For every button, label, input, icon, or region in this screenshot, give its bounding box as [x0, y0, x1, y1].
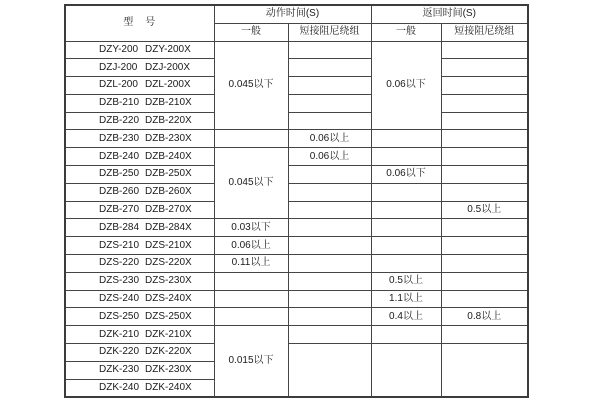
return-general-cell: 0.5以上: [371, 272, 441, 290]
return-general-cell: 0.06以下: [371, 41, 441, 130]
return-damping-cell: [441, 219, 528, 237]
action-damping-cell: [288, 219, 371, 237]
return-damping-cell: [441, 326, 528, 344]
action-general-cell: 0.015以下: [214, 326, 288, 397]
table-row: [65, 344, 528, 362]
spec-table: [64, 4, 529, 398]
action-damping-cell: 0.06以上: [288, 148, 371, 166]
model-primary: DZS-220: [99, 257, 140, 269]
model-cell: [65, 183, 214, 201]
action-general-cell: 0.03以下: [214, 219, 288, 237]
table-row: [65, 272, 528, 290]
model-primary: DZJ-200: [99, 61, 138, 73]
action-damping-cell: [288, 308, 371, 326]
table-row: [65, 77, 528, 95]
action-damping-cell: [288, 94, 371, 112]
model-primary: DZK-230: [99, 364, 140, 376]
model-variant: DZB-260X: [145, 186, 192, 198]
action-damping-cell: 0.06以上: [288, 130, 371, 148]
model-variant: DZY-200X: [145, 43, 191, 55]
return-damping-cell: [441, 94, 528, 112]
model-variant: DZB-250X: [145, 168, 192, 180]
return-general-cell: 1.1以上: [371, 290, 441, 308]
table-header: [65, 5, 528, 41]
action-damping-cell: [288, 77, 371, 95]
model-primary: DZB-210: [99, 97, 140, 109]
table-row: [65, 237, 528, 255]
return-general-cell: [371, 326, 441, 344]
action-damping-cell: [288, 290, 371, 308]
action-damping-cell: [288, 272, 371, 290]
header-return-damping: 短接阻尼绕组: [441, 23, 528, 41]
header-action-damping: 短接阻尼绕组: [288, 23, 371, 41]
table-body: [65, 41, 528, 397]
model-primary: DZK-220: [99, 346, 140, 358]
model-primary: DZS-250: [99, 310, 140, 322]
model-variant: DZK-240X: [145, 381, 192, 393]
return-general-cell: [371, 183, 441, 201]
model-cell: [65, 290, 214, 308]
model-primary: DZB-284: [99, 221, 140, 233]
table-row: [65, 219, 528, 237]
model-variant: DZK-220X: [145, 346, 192, 358]
action-damping-cell: [288, 326, 371, 344]
return-damping-cell: [441, 166, 528, 184]
model-variant: DZB-240X: [145, 150, 192, 162]
return-damping-cell: [441, 77, 528, 95]
return-damping-cell: [441, 41, 528, 59]
header-return-time: 返回时间(S): [371, 5, 528, 23]
action-general-cell: [214, 290, 288, 308]
return-general-cell: 0.4以上: [371, 308, 441, 326]
model-primary: DZB-220: [99, 115, 140, 127]
model-cell: [65, 379, 214, 397]
model-primary: DZB-230: [99, 132, 140, 144]
action-damping-cell: [288, 59, 371, 77]
model-variant: DZS-230X: [145, 275, 192, 287]
action-damping-cell: [288, 237, 371, 255]
action-damping-cell: [288, 166, 371, 184]
action-general-cell: [214, 272, 288, 290]
model-cell: [65, 130, 214, 148]
header-return-general: 一般: [371, 23, 441, 41]
return-damping-cell: [441, 344, 528, 397]
table-row: [65, 290, 528, 308]
model-variant: DZB-220X: [145, 115, 192, 127]
table-row: [65, 166, 528, 184]
table-row: [65, 41, 528, 59]
return-damping-cell: 0.8以上: [441, 308, 528, 326]
action-damping-cell: [288, 255, 371, 273]
table-row: [65, 201, 528, 219]
return-damping-cell: [441, 130, 528, 148]
return-general-cell: [371, 255, 441, 273]
model-cell: [65, 77, 214, 95]
table-row: [65, 94, 528, 112]
table-row: [65, 59, 528, 77]
model-cell: [65, 326, 214, 344]
model-cell: [65, 255, 214, 273]
model-primary: DZS-230: [99, 275, 140, 287]
action-general-cell: 0.11以上: [214, 255, 288, 273]
model-variant: DZB-270X: [145, 204, 192, 216]
return-damping-cell: [441, 183, 528, 201]
return-general-cell: [371, 237, 441, 255]
table-row: [65, 148, 528, 166]
action-general-cell: [214, 308, 288, 326]
model-variant: DZS-240X: [145, 293, 192, 305]
action-general-cell: [214, 130, 288, 148]
return-damping-cell: [441, 255, 528, 273]
model-variant: DZS-250X: [145, 310, 192, 322]
model-cell: [65, 166, 214, 184]
model-primary: DZB-260: [99, 186, 140, 198]
header-action-general: 一般: [214, 23, 288, 41]
model-primary: DZB-240: [99, 150, 140, 162]
model-variant: DZL-200X: [145, 79, 191, 91]
model-cell: [65, 361, 214, 379]
model-cell: [65, 112, 214, 130]
model-primary: DZB-250: [99, 168, 140, 180]
action-damping-cell: [288, 344, 371, 397]
action-general-cell: 0.06以上: [214, 237, 288, 255]
table-row: [65, 130, 528, 148]
table-row: [65, 112, 528, 130]
return-damping-cell: [441, 59, 528, 77]
return-damping-cell: [441, 237, 528, 255]
model-cell: [65, 94, 214, 112]
return-general-cell: 0.06以下: [371, 166, 441, 184]
model-variant: DZK-230X: [145, 364, 192, 376]
header-model: 型 号: [65, 5, 214, 41]
model-primary: DZB-270: [99, 204, 140, 216]
return-general-cell: [371, 219, 441, 237]
header-action-time: 动作时间(S): [214, 5, 371, 23]
model-cell: [65, 308, 214, 326]
return-damping-cell: 0.5以上: [441, 201, 528, 219]
action-damping-cell: [288, 112, 371, 130]
model-cell: [65, 59, 214, 77]
return-general-cell: [371, 201, 441, 219]
table-row: [65, 255, 528, 273]
action-general-cell: 0.045以下: [214, 148, 288, 219]
table-row: [65, 183, 528, 201]
model-cell: [65, 41, 214, 59]
model-variant: DZB-230X: [145, 132, 192, 144]
model-primary: DZK-210: [99, 328, 140, 340]
model-cell: [65, 237, 214, 255]
table-row: [65, 308, 528, 326]
model-cell: [65, 201, 214, 219]
model-primary: DZS-210: [99, 239, 140, 251]
model-variant: DZS-220X: [145, 257, 192, 269]
action-damping-cell: [288, 41, 371, 59]
return-damping-cell: [441, 112, 528, 130]
action-damping-cell: [288, 201, 371, 219]
model-variant: DZK-210X: [145, 328, 192, 340]
table-row: [65, 326, 528, 344]
action-damping-cell: [288, 183, 371, 201]
model-primary: DZY-200: [99, 43, 139, 55]
action-general-cell: 0.045以下: [214, 41, 288, 130]
model-variant: DZB-210X: [145, 97, 192, 109]
model-primary: DZS-240: [99, 293, 140, 305]
model-primary: DZK-240: [99, 381, 140, 393]
return-damping-cell: [441, 148, 528, 166]
model-variant: DZB-284X: [145, 221, 192, 233]
model-cell: [65, 344, 214, 362]
return-general-cell: [371, 148, 441, 166]
return-general-cell: [371, 130, 441, 148]
return-damping-cell: [441, 272, 528, 290]
model-cell: [65, 272, 214, 290]
model-variant: DZS-210X: [145, 239, 192, 251]
model-cell: [65, 148, 214, 166]
model-primary: DZL-200: [99, 79, 138, 91]
model-variant: DZJ-200X: [145, 61, 191, 73]
return-general-cell: [371, 344, 441, 397]
model-cell: [65, 219, 214, 237]
return-damping-cell: [441, 290, 528, 308]
